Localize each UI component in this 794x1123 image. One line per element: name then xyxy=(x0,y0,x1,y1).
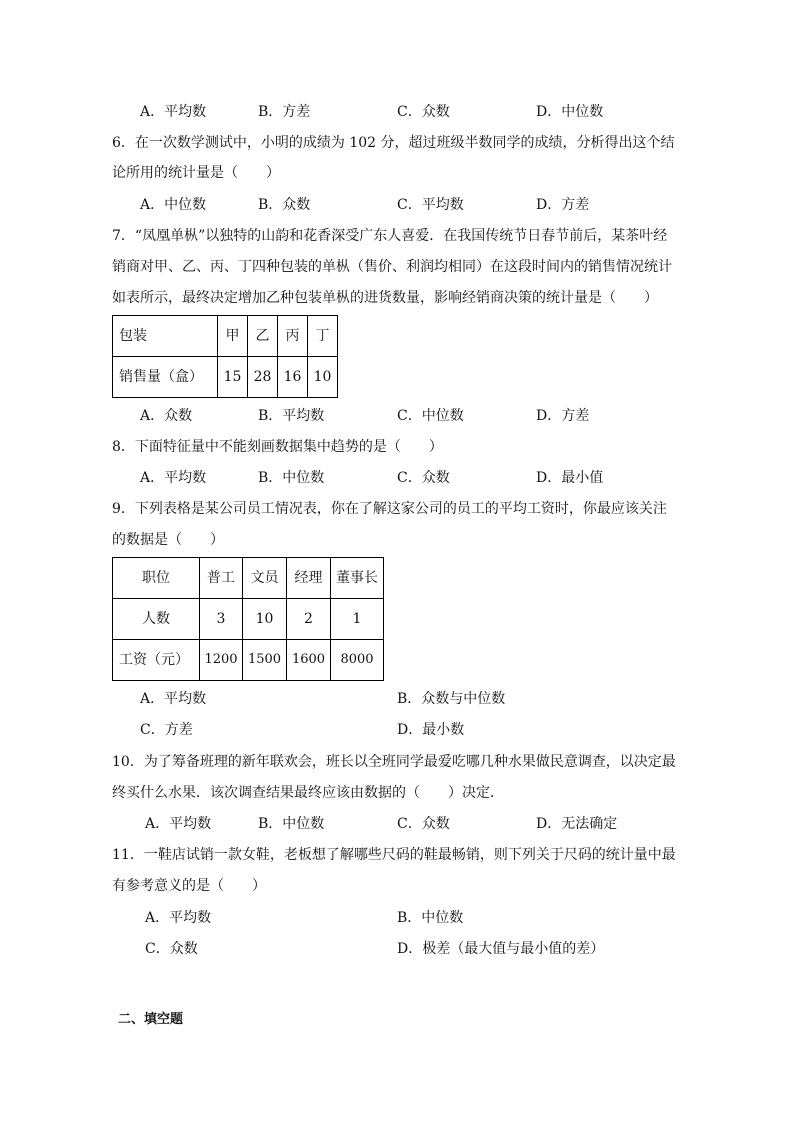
q9-stem-line2: 的数据是（ ） xyxy=(112,532,224,548)
q9-option-b: B．众数与中位数 xyxy=(397,691,506,707)
q11-stem-line1: 11．一鞋店试销一款女鞋，老板想了解哪些尺码的鞋最畅销，则下列关于尺码的统计量中最 xyxy=(112,847,676,863)
table-row xyxy=(113,640,384,681)
table-cell: 职位 xyxy=(113,558,200,599)
table-cell: 10 xyxy=(308,357,338,398)
q6-option-c: C．平均数 xyxy=(397,197,464,213)
q6-stem-line1: 6．在一次数学测试中，小明的成绩为 102 分，超过班级半数同学的成绩，分析得出这个结 xyxy=(112,135,675,151)
q9-option-a: A．平均数 xyxy=(140,691,207,707)
q5-option-b: B．方差 xyxy=(258,104,311,120)
q11-option-a: A．平均数 xyxy=(145,910,212,926)
q7-option-b: B．平均数 xyxy=(258,408,325,424)
q5-option-a: A．平均数 xyxy=(140,104,207,120)
table-cell: 甲 xyxy=(218,316,248,357)
table-cell: 28 xyxy=(248,357,278,398)
table-cell: 10 xyxy=(243,599,287,640)
q6-option-d: D．方差 xyxy=(536,197,590,213)
q10-stem-line1: 10．为了筹备班理的新年联欢会，班长以全班同学最爱吃哪几种水果做民意调查，以决定最 xyxy=(112,754,676,770)
table-cell: 丁 xyxy=(308,316,338,357)
q10-option-c: C．众数 xyxy=(397,816,450,832)
table-cell: 普工 xyxy=(200,558,243,599)
table-cell: 1600 xyxy=(287,640,331,681)
q8-option-b: B．中位数 xyxy=(258,470,325,486)
q8-stem-line1: 8．下面特征量中不能刻画数据集中趋势的是（ ） xyxy=(112,439,443,455)
q7-stem-line2: 销商对甲、乙、丙、丁四种包装的单枞（售价、利润均相同）在这段时间内的销售情况统计 xyxy=(112,259,672,275)
q5-option-c: C．众数 xyxy=(397,104,450,120)
q5-option-d: D．中位数 xyxy=(536,104,604,120)
q6-option-b: B．众数 xyxy=(258,197,311,213)
table-cell: 2 xyxy=(287,599,331,640)
table-cell: 15 xyxy=(218,357,248,398)
q7-stem-line3: 如表所示，最终决定增加乙种包装单枞的进货数量，影响经销商决策的统计量是（ ） xyxy=(112,290,658,306)
table-row xyxy=(113,316,338,357)
q9-option-c: C．方差 xyxy=(140,722,193,738)
section-title: 二、填空题 xyxy=(118,1012,184,1027)
table-row xyxy=(113,357,338,398)
q8-option-d: D．最小值 xyxy=(536,470,604,486)
table-cell: 乙 xyxy=(248,316,278,357)
q7-sales-table xyxy=(112,315,338,398)
q9-option-d: D．最小数 xyxy=(397,722,465,738)
q6-stem-line2: 论所用的统计量是（ ） xyxy=(112,165,280,181)
table-cell: 包装 xyxy=(113,316,218,357)
q7-option-c: C．中位数 xyxy=(397,408,464,424)
table-cell: 16 xyxy=(278,357,308,398)
q9-staff-table xyxy=(112,557,384,681)
q11-option-b: B．中位数 xyxy=(397,910,464,926)
table-cell: 董事长 xyxy=(331,558,384,599)
table-cell: 1500 xyxy=(243,640,287,681)
table-cell: 3 xyxy=(200,599,243,640)
table-cell: 1200 xyxy=(200,640,243,681)
q11-stem-line2: 有参考意义的是（ ） xyxy=(112,878,266,894)
q7-stem-line1: 7．“凤凰单枞”以独特的山韵和花香深受广东人喜爱．在我国传统节日春节前后，某茶叶经 xyxy=(112,228,668,244)
table-cell: 8000 xyxy=(331,640,384,681)
q6-option-a: A．中位数 xyxy=(140,197,207,213)
q7-option-d: D．方差 xyxy=(536,408,590,424)
table-cell: 文员 xyxy=(243,558,287,599)
q11-option-d: D．极差（最大值与最小值的差） xyxy=(397,941,605,957)
table-cell: 1 xyxy=(331,599,384,640)
q7-option-a: A．众数 xyxy=(140,408,193,424)
table-cell: 经理 xyxy=(287,558,331,599)
q11-option-c: C．众数 xyxy=(145,941,198,957)
q10-stem-line2: 终买什么水果．该次调查结果最终应该由数据的（ ）决定． xyxy=(112,785,504,801)
table-cell: 工资（元） xyxy=(113,640,200,681)
table-row xyxy=(113,599,384,640)
q10-option-d: D．无法确定 xyxy=(536,816,618,832)
table-cell: 丙 xyxy=(278,316,308,357)
q9-stem-line1: 9．下列表格是某公司员工情况表，你在了解这家公司的员工的平均工资时，你最应该关注 xyxy=(112,501,667,517)
q8-option-c: C．众数 xyxy=(397,470,450,486)
table-row xyxy=(113,558,384,599)
table-cell: 销售量（盒） xyxy=(113,357,218,398)
q10-option-b: B．中位数 xyxy=(258,816,325,832)
q10-option-a: A．平均数 xyxy=(145,816,212,832)
q8-option-a: A．平均数 xyxy=(140,470,207,486)
table-cell: 人数 xyxy=(113,599,200,640)
